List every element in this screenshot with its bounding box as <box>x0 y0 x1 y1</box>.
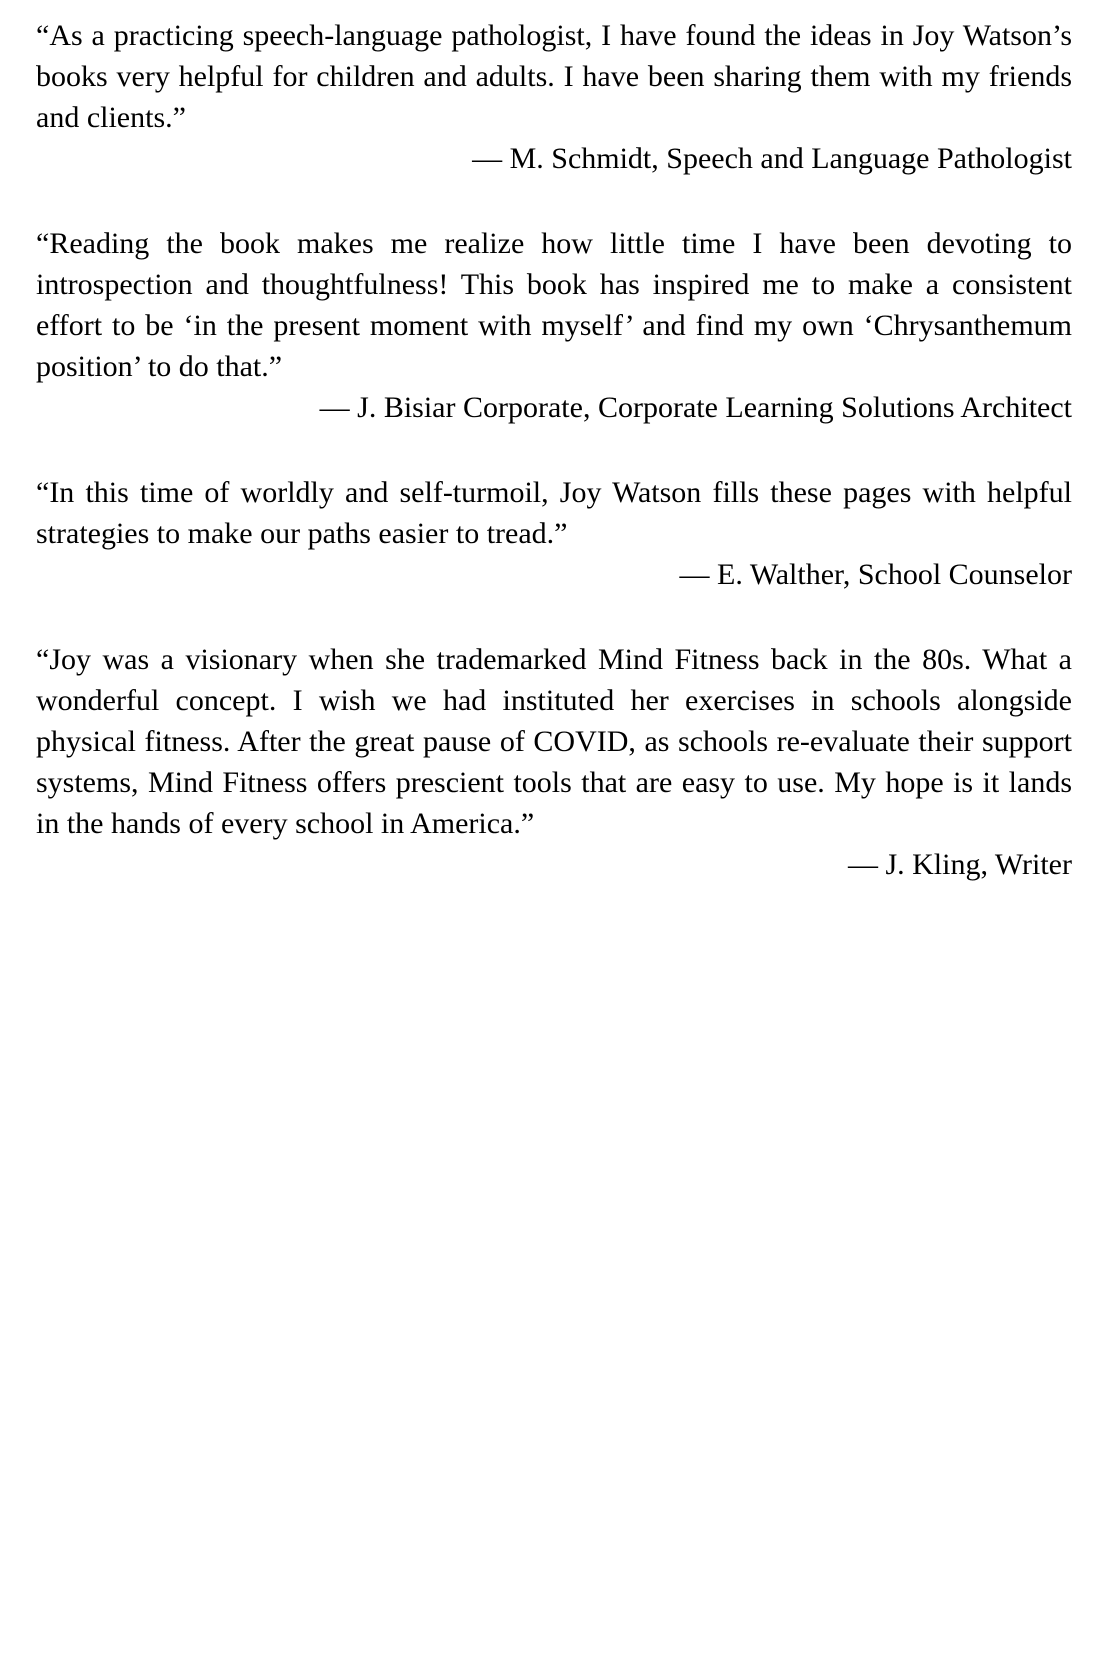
testimonial-attribution: — E. Walther, School Counselor <box>679 558 1072 591</box>
testimonial-block <box>36 639 1072 885</box>
testimonial-attribution: — M. Schmidt, Speech and Language Pathologist <box>472 142 1072 175</box>
testimonial-quote: “Reading the book makes me realize how little time I have been devoting to introspection and thoughtfulness! This book has inspired me to make a consistent effort to be ‘in the present moment with myself’ and find my own ‘Chrysanthemum position’ to do that.” <box>36 227 1072 383</box>
testimonial-attribution: — J. Bisiar Corporate, Corporate Learning Solutions Architect <box>319 391 1072 424</box>
testimonial-attribution: — J. Kling, Writer <box>847 848 1072 881</box>
testimonial-block <box>36 223 1072 428</box>
testimonial-quote: “In this time of worldly and self-turmoil, Joy Watson fills these pages with helpful strategies to make our paths easier to tread.” <box>36 476 1072 550</box>
testimonial-block <box>36 472 1072 595</box>
testimonial-quote: “Joy was a visionary when she trademarked Mind Fitness back in the 80s. What a wonderful concept. I wish we had instituted her exercises in schools alongside physical fitness. After the great pause of COVID, as schools re-evaluate their support systems, Mind Fitness offers prescient tools that are easy to use. My hope is it lands in the hands of every school in America.” <box>36 643 1072 840</box>
testimonial-block <box>36 15 1072 179</box>
testimonial-quote: “As a practicing speech-language pathologist, I have found the ideas in Joy Watson’s books very helpful for children and adults. I have been sharing them with my friends and clients.” <box>36 19 1072 134</box>
